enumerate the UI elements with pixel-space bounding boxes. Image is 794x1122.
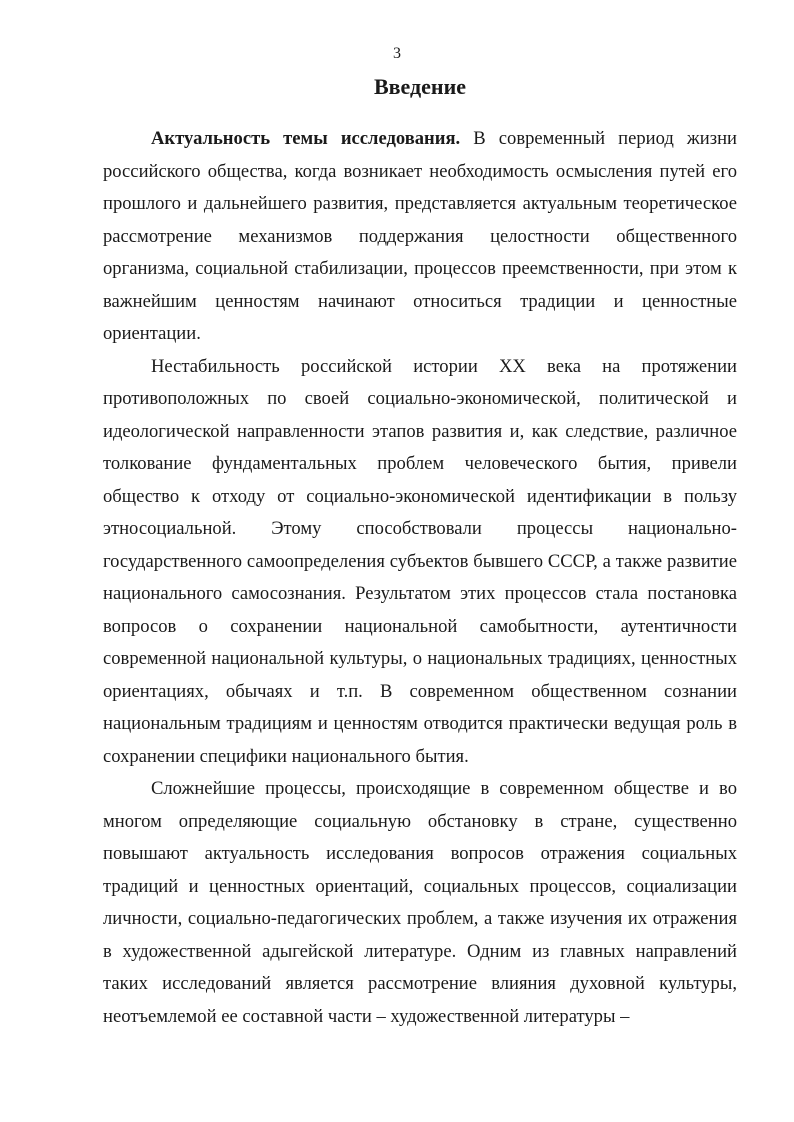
- paragraph-processes: Сложнейшие процессы, происходящие в современном обществе и во многом определяющие социальную обстановку в стране, существенно повышают актуальность исследования вопросов отражения социальных традиций и ценностных ориентаций, социальных процессов, социализации личности, социально-педагогических проблем, а также изучения их отражения в художественной адыгейской литературе. Одним из главных направлений таких исследований является рассмотрение влияния духовной культуры, неотъемлемой ее составной части – художественной литературы –: [103, 778, 737, 1027]
- page-number: 3: [393, 45, 401, 62]
- paragraph-text: В современный период жизни российского общества, когда возникает необходимость осмысления путей его прошлого и дальнейшего развития, представляется актуальным теоретическое рассмотрение механизмов поддержания целостности общественного организма, социальной стабилизации, процессов преемственности, при этом к важнейшим ценностям начинают относиться традиции и ценностные ориентации.: [103, 128, 737, 344]
- document-body: [103, 123, 737, 1033]
- paragraph-relevance: [103, 123, 737, 351]
- paragraph-instability: Нестабильность российской истории XX века на протяжении противоположных по своей социально-экономической, политической и идеологической направленности этапов развития и, как следствие, различное толкование фундаментальных проблем человеческого бытия, привели общество к отходу от социально-экономической идентификации в пользу этносоциальной. Этому способствовали процессы национально-государственного самоопределения субъектов бывшего СССР, а также развитие национального самосознания. Результатом этих процессов стала постановка вопросов о сохранении национальной самобытности, аутентичности современной национальной культуры, о национальных традициях, ценностных ориентациях, обычаях и т.п. В современном общественном сознании национальным традициям и ценностям отводится практически ведущая роль в сохранении специфики национального бытия.: [103, 355, 737, 767]
- page-title: Введение: [373, 74, 467, 99]
- paragraph-lead-heading: Актуальность темы исследования.: [151, 128, 461, 149]
